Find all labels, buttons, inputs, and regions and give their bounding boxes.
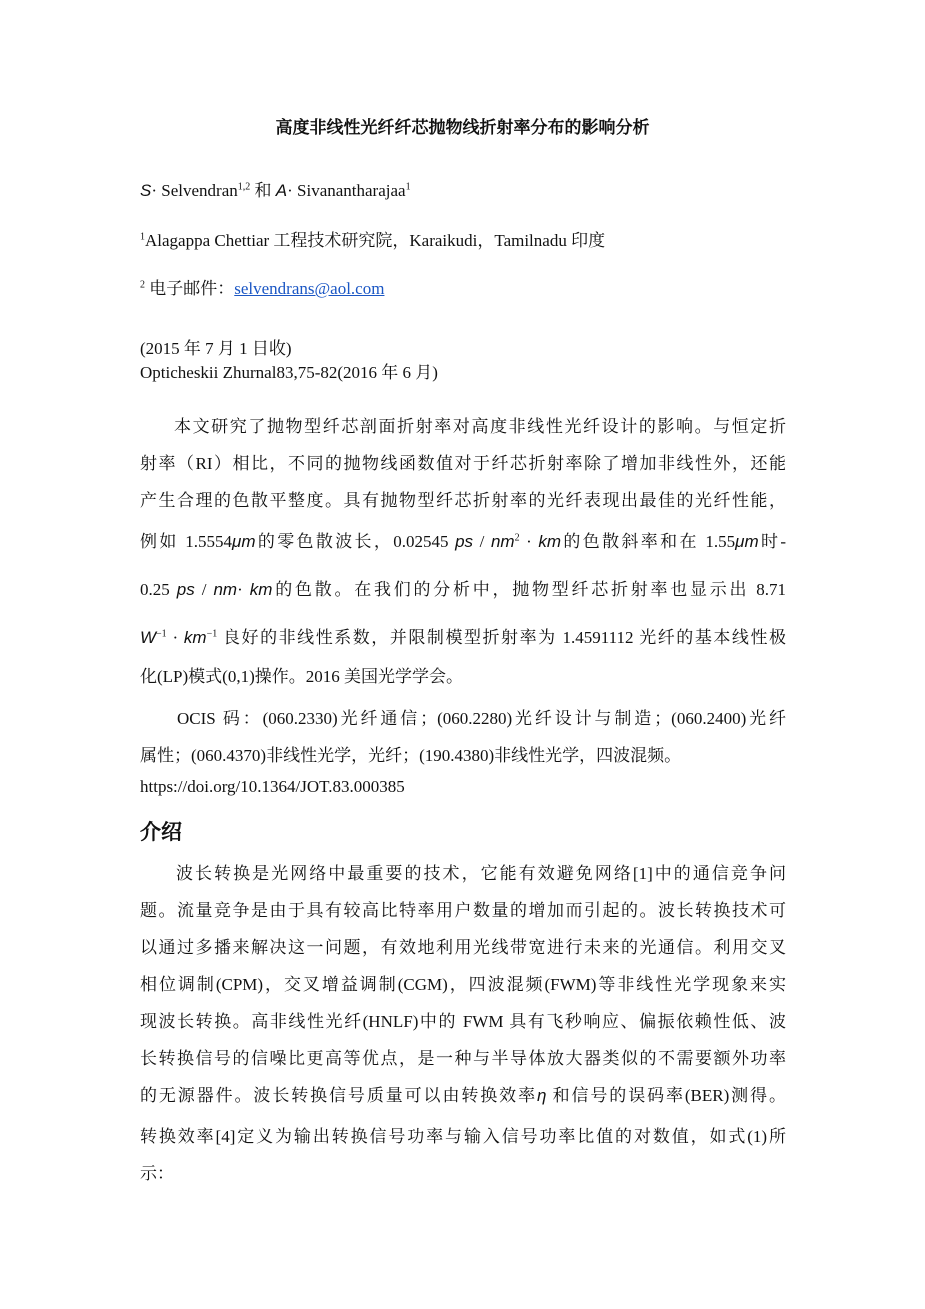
email-sup: 2 <box>140 279 145 291</box>
abstract <box>140 412 786 684</box>
received-date: (2015 年 7 月 1 日收) <box>140 339 292 358</box>
author1-affil-sup: 1,2 <box>237 181 251 193</box>
author2-name: Sivanantharajaa <box>297 181 406 200</box>
author-and: 和 <box>254 181 272 200</box>
author2-initial: A <box>275 181 288 200</box>
abstract-line: 本文研究了抛物型纤芯剖面折射率对高度非线性光纤设计的影响。与恒定折 <box>174 417 786 436</box>
affiliation-text: Alagappa Chettiar 工程技术研究院，Karaikudi，Tamilnadu 印度 <box>145 231 606 250</box>
author-line: S· Selvendran$^{1,2}$ 和 A· Sivanantharajaa$^1$ <box>140 181 411 200</box>
email-line <box>140 274 384 299</box>
email-link[interactable]: selvendrans@aol.com <box>234 279 385 298</box>
affiliation-sup: 1 <box>140 231 145 243</box>
author2-affil-sup: 1 <box>405 181 411 193</box>
paper-title: 高度非线性光纤纤芯抛物线折射率分布的影响分析 <box>275 118 650 138</box>
abstract-line-formula: $W^{-1} \cdot km^{-1}$ 良好的非线性系数，并限制模型折射率为 1.4591112 光纤的基本线性极 <box>140 628 786 647</box>
author1-initial: S <box>140 181 152 200</box>
journal-ref: Opticheskii Zhurnal83,75-82(2016 年 6 月) <box>140 363 438 382</box>
intro-line-eta: 的无源器件。波长转换信号质量可以由转换效率η 和信号的误码率(BER)测得。 <box>140 1086 786 1105</box>
affiliation-line <box>140 226 605 251</box>
abstract-line-formula: 例如 1.5554μm的零色散波长，0.02545 ps / $nm^2$ · km的色散斜率和在 1.55μm时- <box>140 532 786 551</box>
abstract-line-formula: 0.25 ps / nm· km的色散。在我们的分析中，抛物型纤芯折射率也显示出 8.71 <box>140 580 787 599</box>
ocis-codes <box>140 704 786 763</box>
intro-paragraph: 波长转换是光网络中最重要的技术，它能有效避免网络[1]中的通信竞争问 题。流量竞争是由于具有较高比特率用户数量的增加而引起的。波长转换技术可 以通过多播来解决这一问题，有效地利用光线带宽进行未来的光通信。利用交叉 相位调制(CPM)，交叉增益调制(CGM)，四波混频(FWM)等非线性光学现象来实 现波长转换。高非线性光纤(HNLF)中的 FWM 具有飞秒响应、偏振依赖性低、波 长转换信号的信噪比更高等优点，是一种与半导体放大器类似的不需要额外功率 的无源器件。波长转换信号质量可以由转换效率η 和信号的误码率(BER)测得。 转换效率[4]定义为输出转换信号功率与输入信号功率比值的对数值，如式(1)所 示： <box>140 864 786 1183</box>
author1-name: Selvendran <box>161 181 238 200</box>
email-label: 电子邮件： <box>149 279 235 298</box>
abstract-line: 化(LP)模式(0,1)操作。2016 美国光学学会。 <box>140 667 463 686</box>
doi-link[interactable]: https://doi.org/10.1364/JOT.83.000385 <box>140 777 405 796</box>
abstract-line: 产生合理的色散平整度。具有抛物型纤芯折射率的光纤表现出最佳的光纤性能， <box>140 491 786 510</box>
ocis-line: OCIS 码：(060.2330)光纤通信；(060.2280)光纤设计与制造；(060.2400)光纤 <box>177 709 786 728</box>
ocis-line: 属性；(060.4370)非线性光学，光纤；(190.4380)非线性光学，四波混频。 <box>140 746 682 765</box>
abstract-line: 射率（RI）相比，不同的抛物线函数值对于纤芯折射率除了增加非线性外，还能 <box>140 454 786 473</box>
section-heading: 介绍 <box>140 820 182 844</box>
